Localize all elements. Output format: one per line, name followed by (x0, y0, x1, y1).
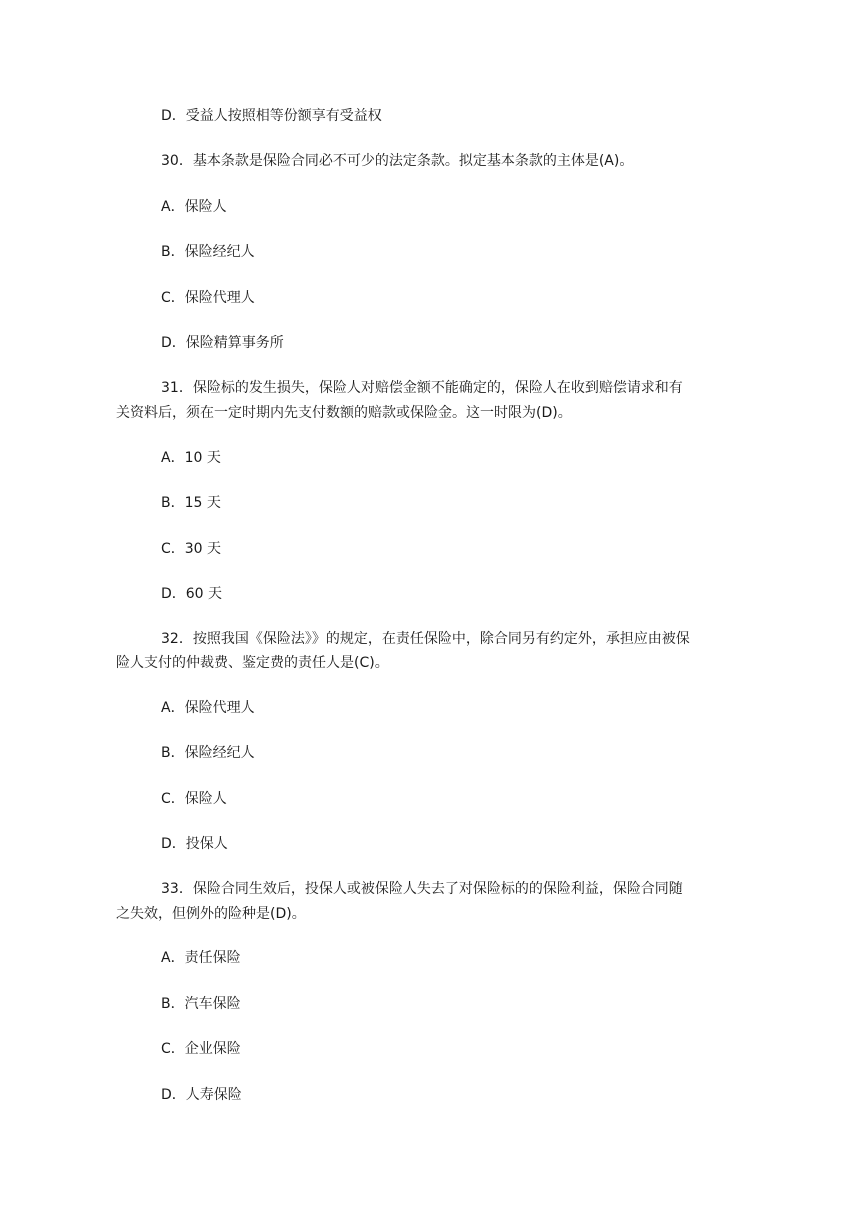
option-33-c: C．企业保险 (161, 1041, 241, 1057)
option-33-a: A．责任保险 (161, 950, 241, 966)
option-32-c: C．保险人 (161, 791, 227, 807)
question-31-line-1: 31．保险标的发生损失，保险人对赔偿金额不能确定的，保险人在收到赔偿请求和有 (161, 380, 683, 396)
option-30-d: D．保险精算事务所 (161, 335, 284, 351)
question-33-line-1: 33．保险合同生效后，投保人或被保险人失去了对保险标的的保险利益，保险合同随 (161, 881, 683, 897)
option-31-d: D．60 天 (161, 586, 223, 602)
option-31-b: B．15 天 (161, 495, 221, 511)
option-32-d: D．投保人 (161, 836, 228, 852)
option-30-a: A．保险人 (161, 199, 227, 215)
option-33-b: B．汽车保险 (161, 996, 241, 1012)
option-33-d: D．人寿保险 (161, 1087, 242, 1103)
option-31-a: A．10 天 (161, 450, 221, 466)
question-30: 30．基本条款是保险合同必不可少的法定条款。拟定基本条款的主体是(A)。 (161, 153, 634, 169)
option-29-d: D．受益人按照相等份额享有受益权 (161, 108, 382, 124)
option-31-c: C．30 天 (161, 541, 222, 557)
question-33-line-2: 之失效，但例外的险种是(D)。 (116, 906, 306, 922)
question-32-line-1: 32．按照我国《保险法》》的规定，在责任保险中，除合同另有约定外，承担应由被保 (161, 631, 690, 647)
option-30-b: B．保险经纪人 (161, 244, 255, 260)
question-31-line-2: 关资料后，须在一定时期内先支付数额的赔款或保险金。这一时限为(D)。 (116, 405, 572, 421)
option-32-b: B．保险经纪人 (161, 745, 255, 761)
option-30-c: C．保险代理人 (161, 290, 255, 306)
option-32-a: A．保险代理人 (161, 700, 255, 716)
question-32-line-2: 险人支付的仲裁费、鉴定费的责任人是(C)。 (116, 655, 389, 671)
